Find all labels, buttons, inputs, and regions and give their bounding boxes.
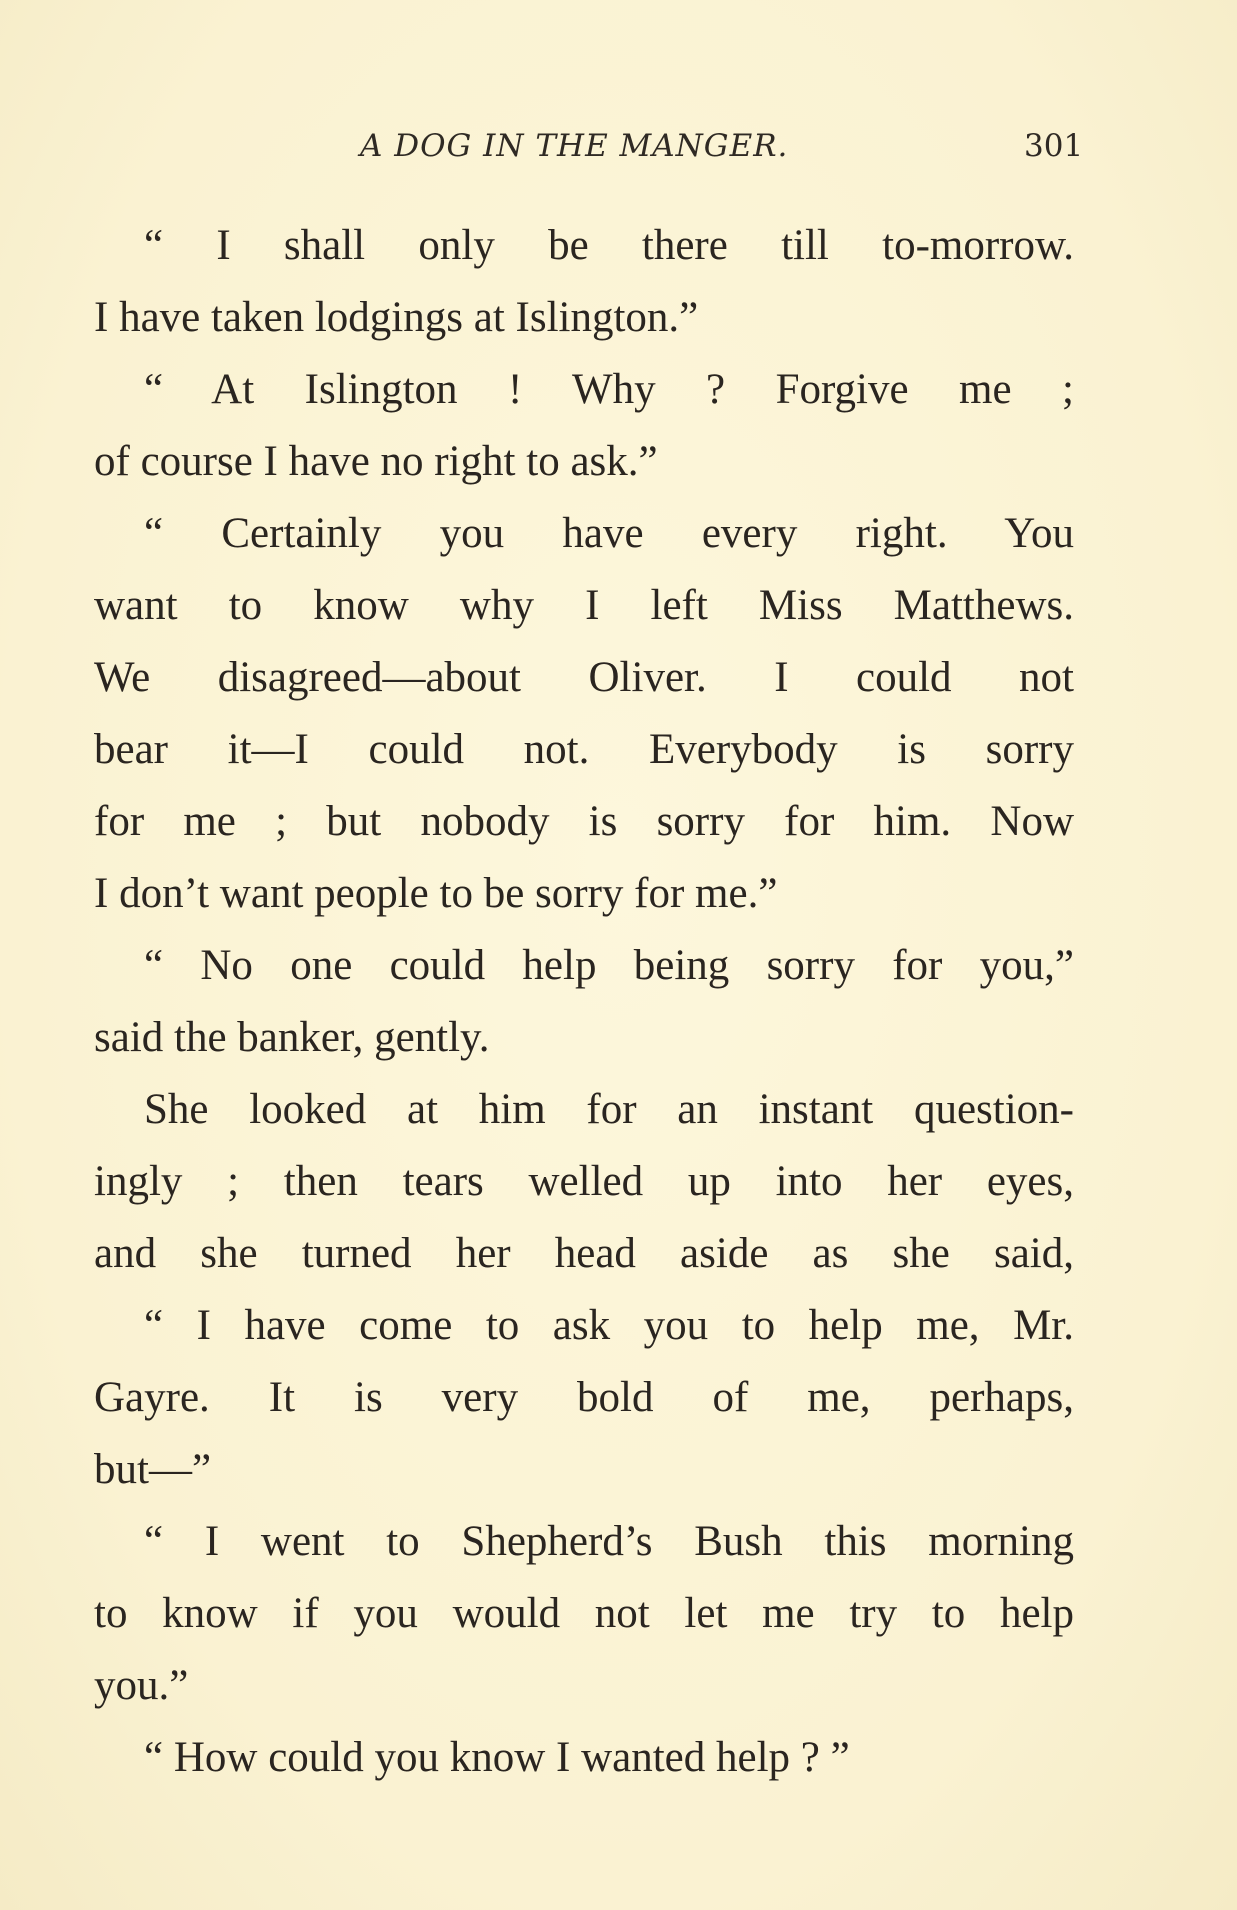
text-line: She looked at him for an instant question- — [144, 1086, 1074, 1133]
text-line: for me ; but nobody is sorry for him. Now — [94, 798, 1074, 845]
text-line: I have taken lodgings at Islington.” — [94, 294, 699, 341]
text-line: “ At Islington ! Why ? Forgive me ; — [144, 366, 1074, 413]
text-line: you.” — [94, 1662, 189, 1709]
text-line: “ I shall only be there till to-morrow. — [144, 222, 1074, 269]
text-line: “ How could you know I wanted help ? ” — [144, 1734, 850, 1781]
text-line: want to know why I left Miss Matthews. — [94, 582, 1074, 629]
text-line: “ No one could help being sorry for you,” — [144, 942, 1074, 989]
text-line: We disagreed—about Oliver. I could not — [94, 654, 1074, 701]
text-line: said the banker, gently. — [94, 1014, 490, 1061]
text-line: ingly ; then tears welled up into her eyes, — [94, 1158, 1074, 1205]
text-line: and she turned her head aside as she said, — [94, 1230, 1074, 1277]
text-line: bear it—I could not. Everybody is sorry — [94, 726, 1074, 773]
text-line: “ Certainly you have every right. You — [144, 510, 1074, 557]
text-line: “ I went to Shepherd’s Bush this morning — [144, 1518, 1074, 1565]
running-title: A DOG IN THE MANGER. — [360, 128, 789, 164]
text-line: “ I have come to ask you to help me, Mr. — [144, 1302, 1074, 1349]
text-line: Gayre. It is very bold of me, perhaps, — [94, 1374, 1074, 1421]
text-line: of course I have no right to ask.” — [94, 438, 658, 485]
page-number: 301 — [1024, 128, 1084, 164]
text-line: but—” — [94, 1446, 212, 1493]
text-line: I don’t want people to be sorry for me.” — [94, 870, 778, 917]
text-line: to know if you would not let me try to help — [94, 1590, 1074, 1637]
body-text — [94, 210, 1074, 1794]
